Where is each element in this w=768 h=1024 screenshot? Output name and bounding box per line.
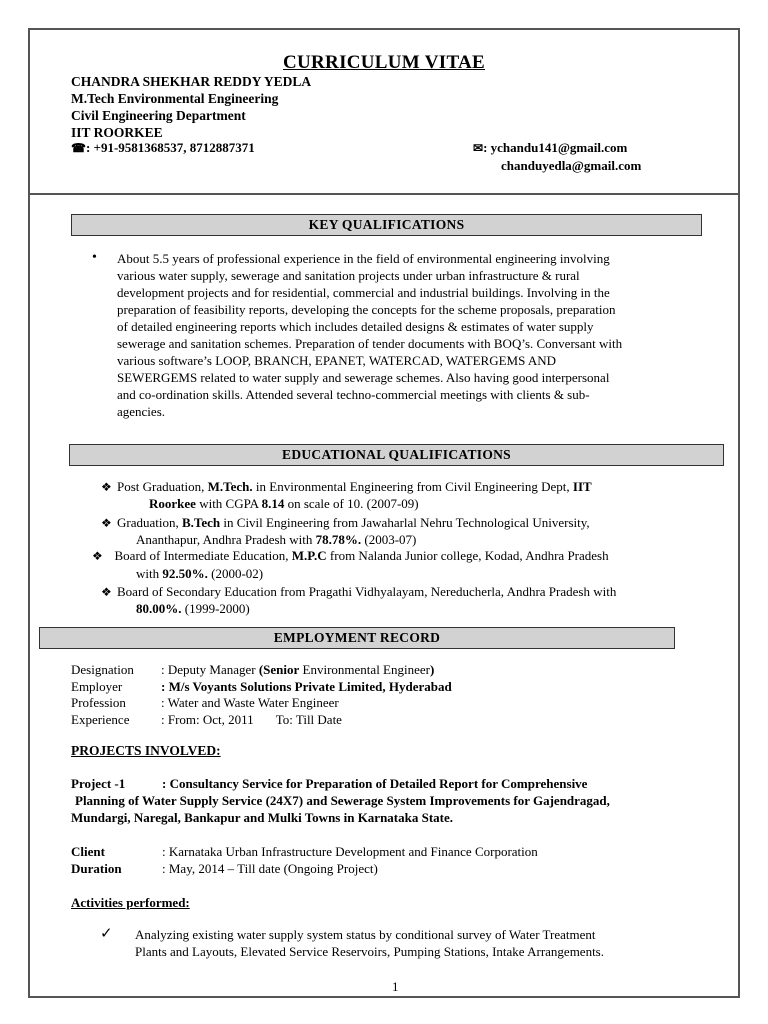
- email-line: [473, 140, 627, 156]
- header-divider: [30, 193, 738, 195]
- employment-profession: Profession : Water and Waste Water Engineer: [71, 695, 339, 710]
- education-item: ❖ Board of Intermediate Education, M.P.C from Nalanda Junior college, Kodad, Andhra Pradesh: [92, 548, 609, 563]
- employment-experience: Experience : From: Oct, 2011 To: Till Date: [71, 712, 342, 727]
- email-primary[interactable]: : ychandu141@gmail.com: [483, 140, 628, 155]
- page-number: 1: [392, 979, 399, 994]
- key-qualifications-text: About 5.5 years of professional experience in the field of environmental engineering involving various water supply, sewerage and sanitation projects under urban infrastructure & rural development projects and for residential, commercial and industrial buildings. Involving in the preparation of feasibility reports, developing the concepts for the scheme proposals, preparation of detailed engineering reports which includes detailed designs & estimates of water supply sewerage and sanitation schemes. Preparation of tender documents with BOQ’s. Conversant with various software’s LOOP, BRANCH, EPANET, WATERCAD, WATERGEMS AND SEWERGEMS related to water supply and sewerage schemes. Also having good interpersonal and co-ordination skills. Attended several techno-commercial meetings with clients & sub- agencies.: [117, 251, 623, 419]
- projects-heading: PROJECTS INVOLVED:: [71, 743, 221, 758]
- education-item-cont: with 92.50%. (2000-02): [136, 566, 264, 581]
- education-item-cont: Roorkee with CGPA 8.14 on scale of 10. (2007-09): [149, 496, 419, 511]
- checkmark-icon: ✓: [100, 926, 113, 942]
- candidate-name: CHANDRA SHEKHAR REDDY YEDLA: [71, 74, 312, 89]
- education-item: ❖ Graduation, B.Tech in Civil Engineering from Jawaharlal Nehru Technological University,: [101, 515, 590, 530]
- diamond-bullet-icon: ❖: [92, 549, 103, 563]
- diamond-bullet-icon: ❖: [101, 516, 112, 530]
- project-duration: Duration : May, 2014 – Till date (Ongoing Project): [71, 861, 378, 876]
- phone-icon: ☎: [71, 141, 86, 155]
- education-item: ❖ Board of Secondary Education from Pragathi Vidhyalayam, Nereducherla, Andhra Pradesh with: [101, 584, 617, 599]
- project-client: Client : Karnataka Urban Infrastructure Development and Finance Corporation: [71, 844, 538, 859]
- mail-icon: ✉: [473, 141, 484, 155]
- resume-page: [28, 28, 740, 998]
- education-item-cont: Ananthapur, Andhra Pradesh with 78.78%. (2003-07): [136, 532, 417, 547]
- bullet-dot: •: [92, 250, 97, 265]
- diamond-bullet-icon: ❖: [101, 585, 112, 599]
- section-educational-qualifications: EDUCATIONAL QUALIFICATIONS: [69, 444, 724, 466]
- phone-numbers: : +91-9581368537, 8712887371: [85, 140, 255, 155]
- document-title: CURRICULUM VITAE: [282, 52, 486, 73]
- candidate-department: Civil Engineering Department: [71, 108, 246, 123]
- education-item: ❖ Post Graduation, M.Tech. in Environmental Engineering from Civil Engineering Dept, IIT: [101, 479, 592, 494]
- activity-item: Analyzing existing water supply system status by conditional survey of Water Treatment Plants and Layouts, Elevated Service Reservoirs, Pumping Stations, Intake Arrangements.: [135, 927, 604, 959]
- activities-heading: Activities performed:: [71, 895, 190, 910]
- project-1-title: Project -1 : Consultancy Service for Preparation of Detailed Report for Comprehensive: [71, 776, 588, 791]
- section-employment-record: EMPLOYMENT RECORD: [39, 627, 675, 649]
- section-key-qualifications: KEY QUALIFICATIONS: [71, 214, 702, 236]
- education-item-cont: 80.00%. (1999-2000): [136, 601, 250, 616]
- email-secondary[interactable]: chanduyedla@gmail.com: [501, 158, 642, 173]
- project-1-title-cont: Planning of Water Supply Service (24X7) and Sewerage System Improvements for Gajendragad,: [75, 793, 610, 808]
- diamond-bullet-icon: ❖: [101, 480, 112, 494]
- project-1-title-cont: Mundargi, Naregal, Bankapur and Mulki Towns in Karnataka State.: [71, 810, 454, 825]
- phone-line: [71, 140, 255, 156]
- employment-designation: Designation : Deputy Manager (Senior Environmental Engineer): [71, 662, 435, 677]
- employment-employer: Employer : M/s Voyants Solutions Private Limited, Hyderabad: [71, 679, 452, 694]
- candidate-institute: IIT ROORKEE: [71, 125, 163, 140]
- candidate-degree: M.Tech Environmental Engineering: [71, 91, 279, 106]
